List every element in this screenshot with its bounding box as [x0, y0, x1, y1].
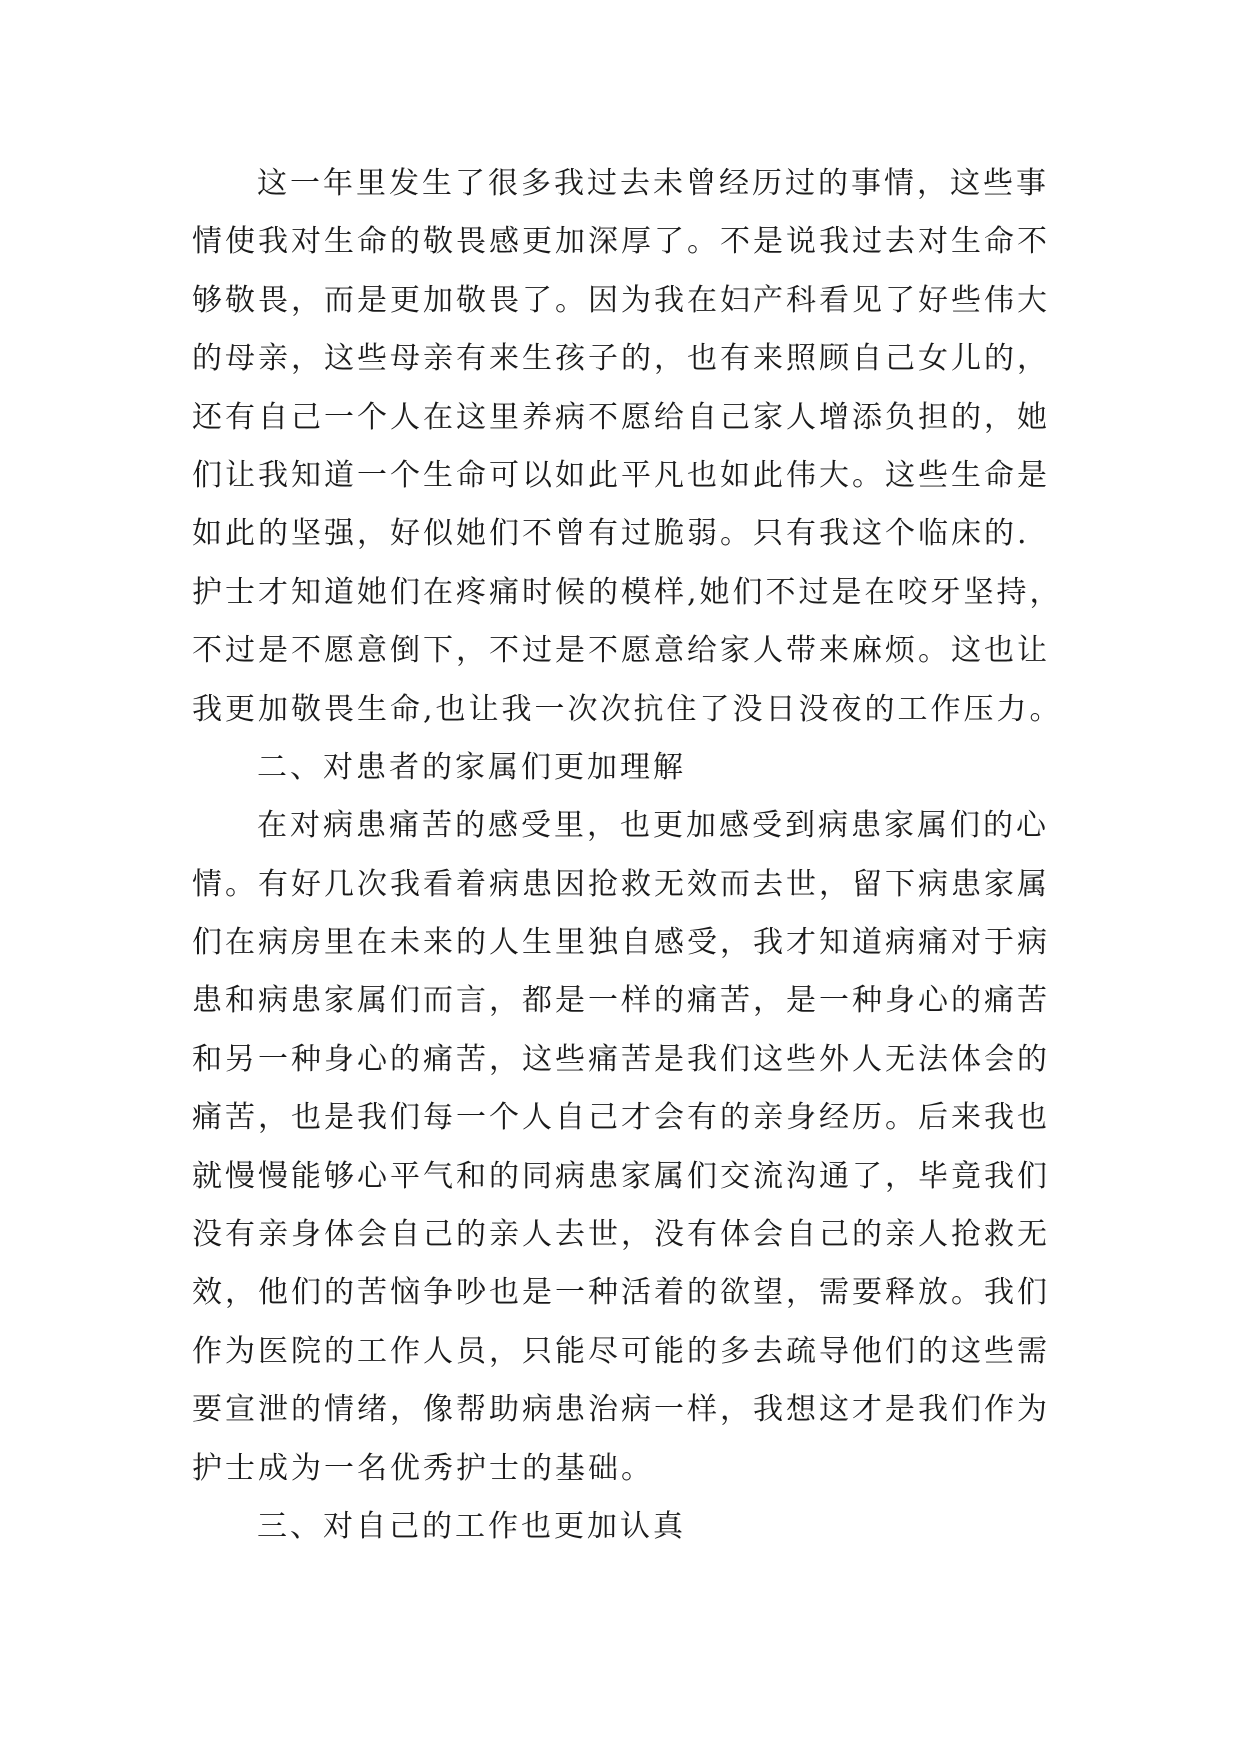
- paragraph-line: 就慢慢能够心平气和的同病患家属们交流沟通了，毕竟我们: [192, 1158, 1050, 1194]
- paragraph-line: 在对病患痛苦的感受里，也更加感受到病患家属们的心: [257, 808, 1049, 844]
- paragraph-line: 没有亲身体会自己的亲人去世，没有体会自己的亲人抢救无: [192, 1217, 1050, 1253]
- paragraph-line: 情使我对生命的敬畏感更加深厚了。不是说我过去对生命不: [192, 224, 1050, 260]
- paragraph-line: 和另一种身心的痛苦，这些痛苦是我们这些外人无法体会的: [192, 1041, 1050, 1077]
- paragraph-line: 效，他们的苦恼争吵也是一种活着的欲望，需要释放。我们: [192, 1275, 1050, 1311]
- document-body: [0, 155, 1241, 1556]
- paragraph-line: 们在病房里在未来的人生里独自感受，我才知道病痛对于病: [192, 925, 1050, 961]
- paragraph-line: 痛苦，也是我们每一个人自己才会有的亲身经历。后来我也: [192, 1100, 1050, 1136]
- section-heading: 二、对患者的家属们更加理解: [257, 749, 686, 785]
- paragraph-line: 不过是不愿意倒下，不过是不愿意给家人带来麻烦。这也让: [192, 633, 1050, 669]
- paragraph-line: 还有自己一个人在这里养病不愿给自己家人增添负担的，她: [192, 399, 1050, 435]
- paragraph-line: 够敬畏，而是更加敬畏了。因为我在妇产科看见了好些伟大: [192, 282, 1050, 318]
- paragraph-line: 情。有好几次我看着病患因抢救无效而去世，留下病患家属: [192, 866, 1050, 902]
- paragraph-line: 这一年里发生了很多我过去未曾经历过的事情，这些事: [257, 166, 1049, 201]
- paragraph-line: 们让我知道一个生命可以如此平凡也如此伟大。这些生命是: [192, 457, 1050, 493]
- paragraph-line: 患和病患家属们而言，都是一样的痛苦，是一种身心的痛苦: [192, 983, 1050, 1019]
- paragraph-line: 要宣泄的情绪，像帮助病患治病一样，我想这才是我们作为: [192, 1392, 1050, 1428]
- paragraph-line: 护士成为一名优秀护士的基础。: [192, 1450, 654, 1486]
- paragraph-line: 护士才知道她们在疼痛时候的模样,她们不过是在咬牙坚持，: [192, 574, 1063, 610]
- section-heading: 三、对自己的工作也更加认真: [257, 1508, 686, 1544]
- paragraph-line: 我更加敬畏生命,也让我一次次抗住了没日没夜的工作压力。: [192, 691, 1063, 727]
- paragraph-line: 作为医院的工作人员，只能尽可能的多去疏导他们的这些需: [192, 1333, 1050, 1369]
- paragraph-line: 的母亲，这些母亲有来生孩子的，也有来照顾自己女儿的，: [192, 341, 1050, 377]
- paragraph-line: 如此的坚强，好似她们不曾有过脆弱。只有我这个临床的.: [192, 516, 1030, 552]
